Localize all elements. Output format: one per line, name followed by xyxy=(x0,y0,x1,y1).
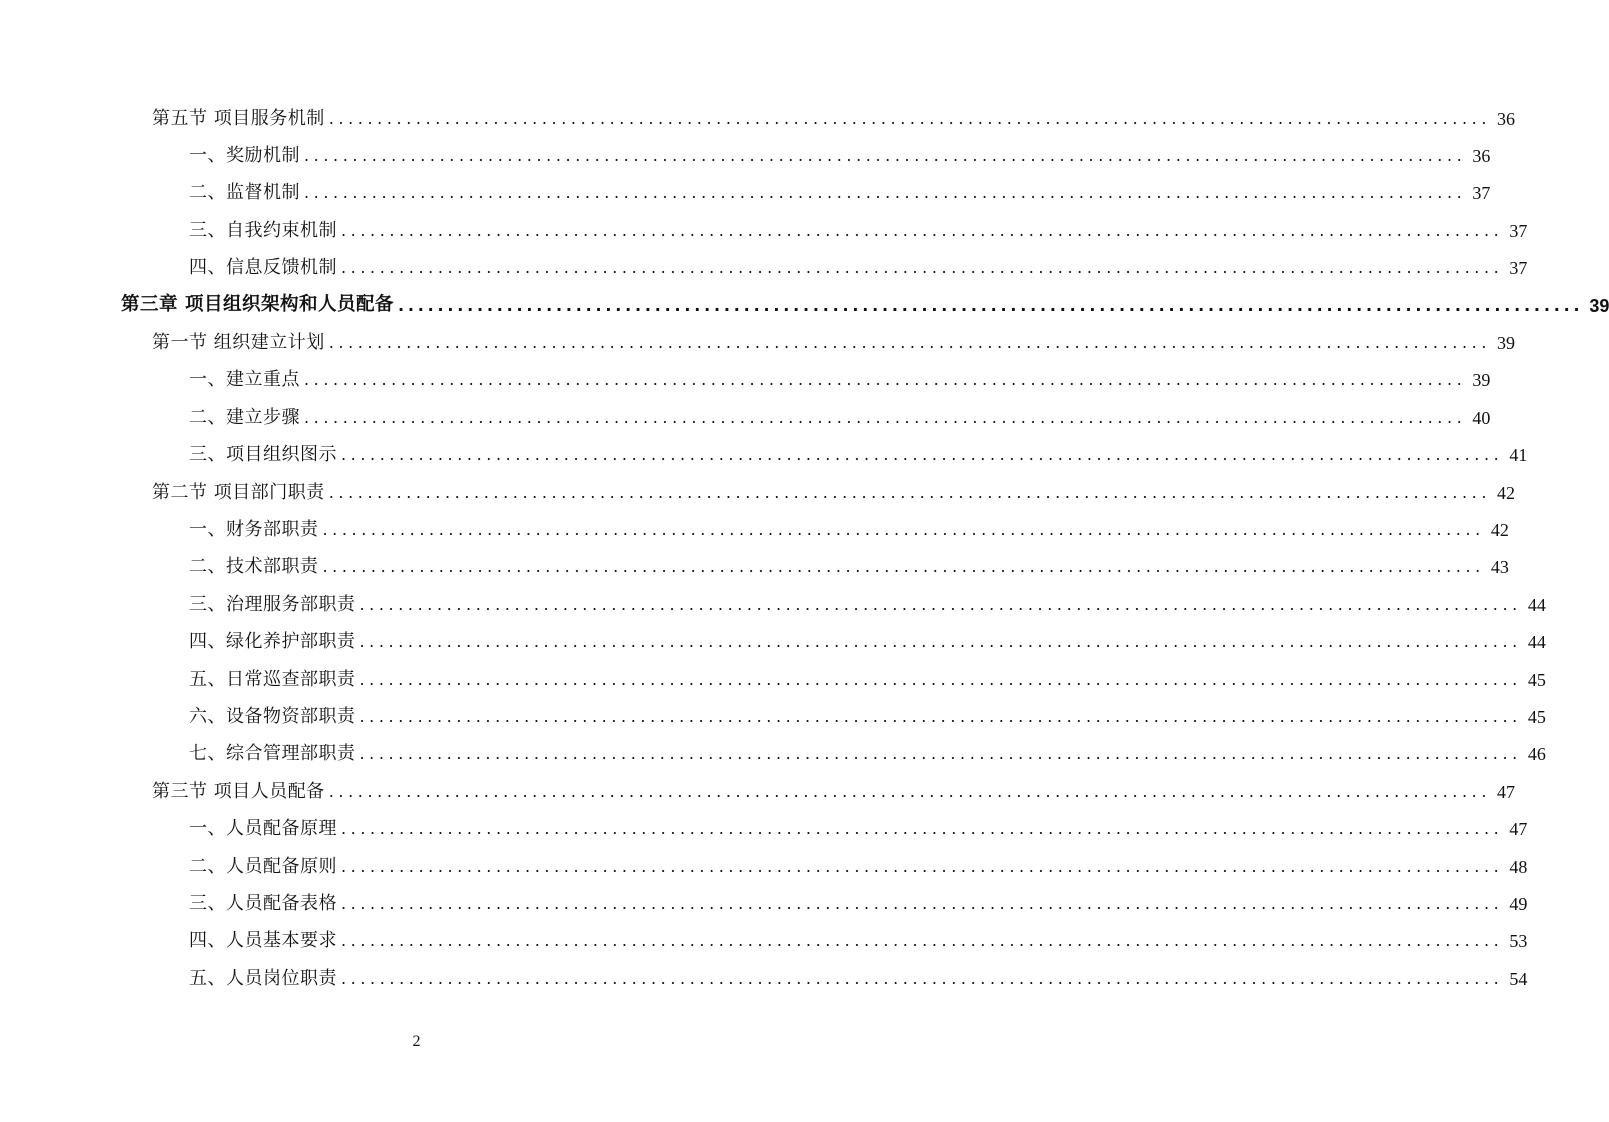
toc-leader-dots: ........................................................................................................................ xyxy=(328,781,1492,801)
toc-entry[interactable] xyxy=(0,736,1546,773)
toc-entry[interactable] xyxy=(0,885,1528,922)
toc-leader-dots: ........................................................................................................................ xyxy=(322,557,1485,577)
toc-entry-label: 四、信息反馈机制 xyxy=(189,257,337,279)
toc-entry-label: 五、人员岗位职责 xyxy=(189,967,337,989)
toc-leader-dots: ........................................................................................................................ xyxy=(359,594,1522,614)
toc-leader-dots: ........................................................................................................................ xyxy=(304,407,1467,427)
toc-entry[interactable] xyxy=(0,698,1546,735)
toc-entry-label: 第一节 组织建立计划 xyxy=(152,332,325,354)
toc-entry-page: 44 xyxy=(1527,632,1546,653)
toc-entry[interactable] xyxy=(0,175,1491,212)
toc-leader-dots: ........................................................................................................................ xyxy=(322,519,1485,539)
toc-entry[interactable] xyxy=(0,810,1528,847)
toc-entry-page: 48 xyxy=(1509,856,1528,877)
toc-entry[interactable] xyxy=(0,511,1509,548)
toc-entry[interactable] xyxy=(0,960,1528,997)
toc-leader-dots: ........................................................................................................................ xyxy=(341,931,1504,951)
toc-entry-page: 42 xyxy=(1490,519,1509,540)
toc-entry-page: 47 xyxy=(1509,819,1528,840)
toc-entry-label: 四、人员基本要求 xyxy=(189,930,337,952)
toc-entry[interactable] xyxy=(0,923,1528,960)
toc-entry-label: 三、项目组织图示 xyxy=(189,444,337,466)
toc-entry-page: 46 xyxy=(1527,744,1546,765)
toc-leader-dots: ........................................................................................................................ xyxy=(328,333,1492,353)
toc-entry[interactable] xyxy=(0,250,1528,287)
toc-entry-page: 44 xyxy=(1527,594,1546,615)
toc-entry-page: 43 xyxy=(1490,557,1509,578)
toc-entry-page: 45 xyxy=(1527,669,1546,690)
toc-leader-dots: ........................................................................................................................ xyxy=(341,856,1504,876)
toc-entry[interactable] xyxy=(0,848,1528,885)
toc-leader-dots: ........................................................................................................................ xyxy=(341,893,1504,913)
page-number: 2 xyxy=(412,1033,421,1050)
toc-leader-dots: ........................................................................................................................ xyxy=(341,968,1504,988)
toc-entry-label: 第二节 项目部门职责 xyxy=(152,481,325,503)
toc-entry-page: 39 xyxy=(1497,333,1516,354)
toc-entry[interactable] xyxy=(0,661,1546,698)
toc-entry-label: 二、监督机制 xyxy=(189,182,300,204)
toc-chapter-page: 39 xyxy=(1589,295,1609,316)
toc-entry-page: 36 xyxy=(1497,108,1516,129)
toc-entry-label: 第五节 项目服务机制 xyxy=(152,107,325,129)
toc-leader-dots: ........................................................................................................................ xyxy=(359,744,1522,764)
toc-leader-dots: ........................................................................................................................ xyxy=(328,482,1492,502)
toc-entry-label: 三、人员配备表格 xyxy=(189,892,337,914)
toc-entry[interactable] xyxy=(0,773,1516,810)
toc-chapter-label: 第三章 项目组织架构和人员配备 xyxy=(121,294,394,316)
toc-entry-page: 37 xyxy=(1509,258,1528,279)
toc-entry-page: 41 xyxy=(1509,445,1528,466)
toc-entry[interactable] xyxy=(0,137,1491,174)
toc-entry-label: 一、建立重点 xyxy=(189,369,300,391)
toc-entry-page: 54 xyxy=(1509,968,1528,989)
toc-entry-label: 一、财务部职责 xyxy=(189,518,319,540)
toc-leader-dots: ........................................................................................................................ xyxy=(341,258,1504,278)
table-of-contents xyxy=(0,100,1609,997)
toc-entry-label: 二、建立步骤 xyxy=(189,406,300,428)
toc-entry[interactable] xyxy=(0,437,1528,474)
toc-entry[interactable] xyxy=(0,399,1491,436)
toc-entry-page: 45 xyxy=(1527,706,1546,727)
toc-leader-dots: ........................................................................................................................ xyxy=(397,295,1584,315)
toc-entry-label: 三、自我约束机制 xyxy=(189,219,337,241)
toc-entry-label: 六、设备物资部职责 xyxy=(189,705,356,727)
toc-entry[interactable] xyxy=(0,586,1546,623)
toc-leader-dots: ........................................................................................................................ xyxy=(328,108,1492,128)
toc-entry[interactable] xyxy=(0,212,1528,249)
toc-entry-label: 一、奖励机制 xyxy=(189,145,300,167)
toc-entry[interactable] xyxy=(0,623,1546,660)
toc-leader-dots: ........................................................................................................................ xyxy=(341,819,1504,839)
toc-entry-page: 39 xyxy=(1472,370,1491,391)
toc-leader-dots: ........................................................................................................................ xyxy=(304,183,1467,203)
toc-leader-dots: ........................................................................................................................ xyxy=(359,669,1522,689)
toc-entry-page: 47 xyxy=(1497,781,1516,802)
toc-entry-label: 第三节 项目人员配备 xyxy=(152,780,325,802)
toc-entry-label: 七、综合管理部职责 xyxy=(189,743,356,765)
toc-entry[interactable] xyxy=(0,474,1516,511)
toc-entry[interactable] xyxy=(0,100,1516,137)
toc-entry[interactable] xyxy=(0,549,1509,586)
toc-leader-dots: ........................................................................................................................ xyxy=(341,220,1504,240)
toc-leader-dots: ........................................................................................................................ xyxy=(304,146,1467,166)
toc-chapter-entry[interactable] xyxy=(0,287,1609,324)
toc-leader-dots: ........................................................................................................................ xyxy=(359,632,1522,652)
toc-entry-label: 二、技术部职责 xyxy=(189,556,319,578)
toc-entry-label: 四、绿化养护部职责 xyxy=(189,631,356,653)
toc-entry-page: 40 xyxy=(1472,407,1491,428)
toc-leader-dots: ........................................................................................................................ xyxy=(304,370,1467,390)
toc-entry-page: 36 xyxy=(1472,146,1491,167)
toc-leader-dots: ........................................................................................................................ xyxy=(359,706,1522,726)
toc-entry-page: 37 xyxy=(1472,183,1491,204)
toc-entry-label: 一、人员配备原理 xyxy=(189,818,337,840)
toc-entry-page: 49 xyxy=(1509,893,1528,914)
toc-entry-page: 37 xyxy=(1509,220,1528,241)
toc-entry-page: 53 xyxy=(1509,931,1528,952)
toc-leader-dots: ........................................................................................................................ xyxy=(341,445,1504,465)
toc-entry-label: 三、治理服务部职责 xyxy=(189,593,356,615)
toc-entry-label: 二、人员配备原则 xyxy=(189,855,337,877)
toc-entry-label: 五、日常巡查部职责 xyxy=(189,668,356,690)
toc-entry[interactable] xyxy=(0,362,1491,399)
toc-entry[interactable] xyxy=(0,324,1516,361)
toc-entry-page: 42 xyxy=(1497,482,1516,503)
